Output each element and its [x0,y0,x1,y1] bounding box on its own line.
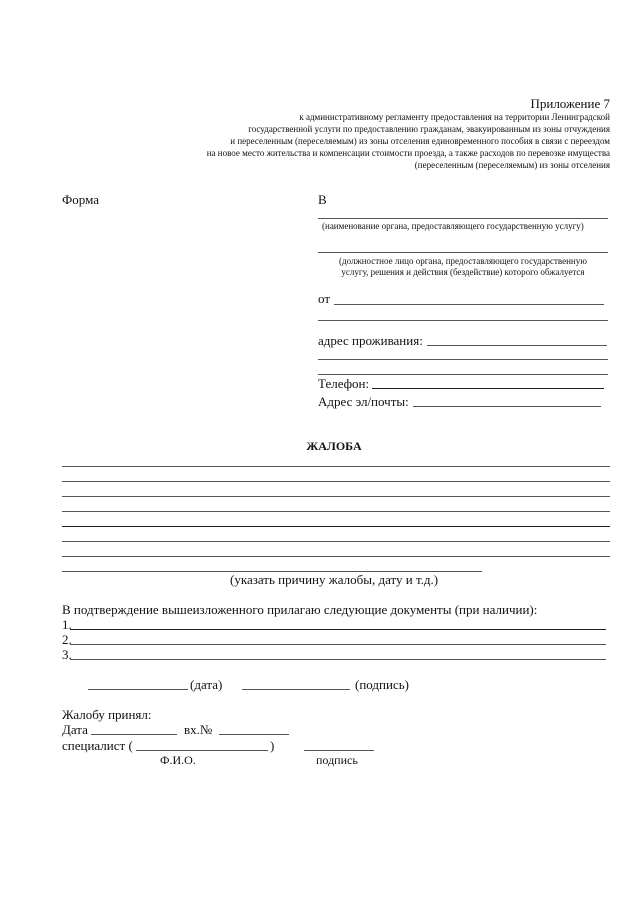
date-line[interactable] [88,689,188,690]
attachment-line-2[interactable] [70,644,606,645]
form-label: Форма [62,192,99,207]
specialist-label: специалист ( [62,738,133,753]
address-label: адрес проживания: [318,333,423,348]
reason-caption: (указать причину жалобы, дату и т.д.) [230,572,439,587]
specialist-name-line[interactable] [136,750,268,751]
complaint-line-6[interactable] [62,541,610,542]
attachment-line-3[interactable] [70,659,606,660]
phone-line[interactable] [372,388,604,389]
specialist-close-paren: ) [270,738,275,753]
header-line-5: (переселенным (переселяемым) из зоны отселения [414,160,610,170]
address-line-3[interactable] [318,374,608,375]
signature-line[interactable] [242,689,350,690]
official-line[interactable] [318,252,608,253]
from-label: от [318,291,331,306]
acceptance-date-line[interactable] [91,734,177,735]
organ-caption: (наименование органа, предоставляющего государственную услугу) [322,221,584,231]
attachment-number-3: 3. [62,647,72,662]
fio-caption: Ф.И.О. [160,753,196,767]
attachment-number-2: 2. [62,632,72,647]
to-label: В [318,192,327,207]
complaint-line-5[interactable] [62,526,610,527]
email-label: Адрес эл/почты: [318,394,409,409]
appendix-title: Приложение 7 [530,96,610,111]
attachment-line-1[interactable] [70,629,606,630]
phone-label: Телефон: [318,376,370,391]
attachments-intro: В подтверждение вышеизложенного прилагаю следующие документы (при наличии): [62,602,538,617]
attachment-number-1: 1. [62,617,72,632]
incoming-number-label: вх.№ [184,722,213,737]
from-line-2[interactable] [318,320,608,321]
complaint-line-4[interactable] [62,511,610,512]
specialist-signature-line[interactable] [304,750,374,751]
signature-caption: (подпись) [355,677,409,692]
complaint-title: ЖАЛОБА [306,439,362,453]
header-line-3: и переселенным (переселяемым) из зоны отселения единовременного пособия в связи с переездом [230,136,610,146]
organ-line[interactable] [318,218,608,219]
complaint-line-1[interactable] [62,466,610,467]
email-line[interactable] [413,406,601,407]
acceptance-title: Жалобу принял: [62,707,152,722]
header-line-2: государственной услуги по предоставлению гражданам, эвакуированным из зоны отчуждения [248,124,610,134]
complaint-line-2[interactable] [62,481,610,482]
official-caption-2: услугу, решения и действия (бездействие) которого обжалуется [341,267,585,277]
complaint-line-7[interactable] [62,556,610,557]
address-line-1[interactable] [427,345,607,346]
from-line[interactable] [334,304,604,305]
address-line-2[interactable] [318,359,608,360]
complaint-line-3[interactable] [62,496,610,497]
incoming-number-line[interactable] [219,734,289,735]
header-line-4: на новое место жительства и компенсации стоимости проезда, а также расходов по перевозке имущества [206,148,610,158]
acceptance-sign-caption: подпись [316,753,358,767]
date-caption: (дата) [190,677,223,692]
official-caption-1: (должностное лицо органа, предоставляющего государственную [339,256,587,266]
header-line-1: к административному регламенту предоставления на территории Ленинградской [299,112,610,122]
acceptance-date-label: Дата [62,722,88,737]
